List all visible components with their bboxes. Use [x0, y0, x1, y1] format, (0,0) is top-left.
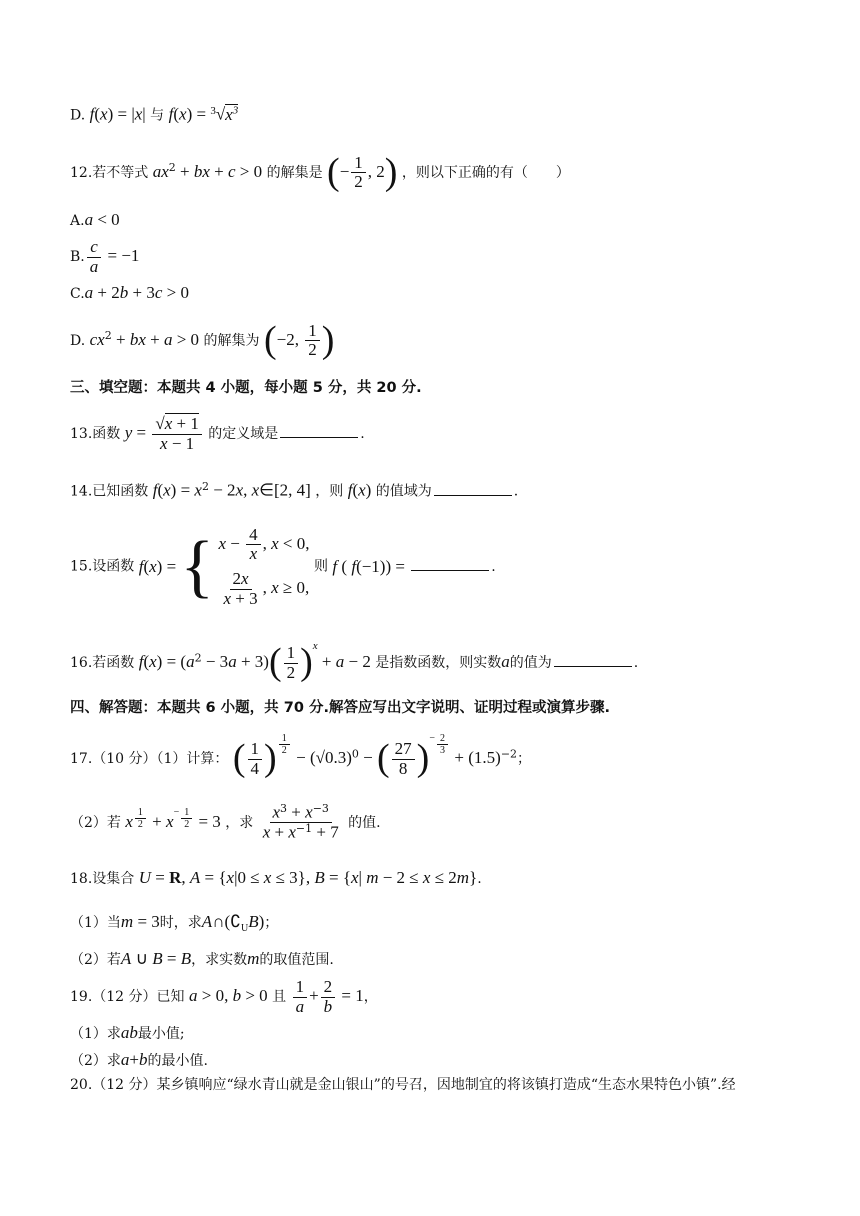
question-17-part-2: （2）若 x $\frac{1}{2}$ + x− $\frac{1}{2}$ = 3 ，求 $\frac{x^3 + x^{-3}}{x + x^{-1} + 7}$ 的值. — [70, 802, 381, 842]
label: （2）若 — [70, 952, 121, 968]
label: 16.若函数 — [70, 655, 135, 671]
label: D. — [70, 332, 86, 349]
option-b: B. $\frac{c}{a}$ = −1 — [70, 237, 140, 276]
label: B. — [70, 249, 85, 266]
label: 最小值; — [137, 1026, 185, 1042]
label: . — [513, 483, 519, 500]
option-d: D. $cx^2$ + bx + a > 0 的解集为 (−2, $\frac{1}{2}$ ) — [70, 319, 335, 361]
label: A. — [70, 213, 85, 229]
question-17-part-1: 17.（10 分）（1）计算： ( $\frac{1}{4}$ ) $\frac{1}{2}$ − $(√0.3)^0$ − ( $\frac{27}{8}$ )− $\frac{2}{3}$ + $(1.5)^{-2}$； — [70, 733, 532, 780]
question-13: 13.函数 y = $\frac{√x + 1}{x - 1}$ 的定义域是 . — [70, 414, 365, 453]
label: . — [360, 426, 365, 443]
question-16: 16.若函数 $f(x) = (a^2 - 3a + 3)$( $\frac{1}{2}$ )$^x$ + a − 2 是指数函数，则实数a的值为 . — [70, 640, 639, 684]
label: 14.已知函数 — [70, 483, 149, 500]
question-18-part-1: （1）当m = 3时，求$A\cap(∁_UB)$； — [70, 912, 279, 934]
label: （1）当 — [70, 915, 121, 931]
question-18-part-2: （2）若A ∪ B = B，求实数m的取值范围. — [70, 949, 334, 968]
question-19: 19.（12 分）已知 a > 0, b > 0 且 $\frac{1}{a}$ + $\frac{2}{b}$ = 1， — [70, 977, 378, 1016]
label: 是指数函数，则实数 — [375, 655, 502, 671]
question-19-part-2: （2）求a+b的最小值. — [70, 1050, 208, 1069]
label: D. — [70, 107, 86, 124]
label: ； — [264, 915, 279, 931]
label: 的取值范围. — [259, 952, 334, 968]
question-12: 12.若不等式 $ax^2$ + bx + c > 0 的解集是 (− $\frac{1}{2}$ , 2) ，则以下正确的有（ ） — [70, 151, 570, 193]
label: 12.若不等式 — [70, 164, 149, 181]
section-4-heading: 四、解答题：本题共 6 小题，共 70 分.解答应写出文字说明、证明过程或演算步骤. — [70, 700, 610, 716]
label: 则 — [313, 558, 328, 575]
label: （2）若 — [70, 814, 121, 831]
label: 13.函数 — [70, 426, 121, 443]
label: ，求 — [225, 814, 254, 831]
label: . — [633, 655, 639, 671]
question-20: 20.（12 分）某乡镇响应“绿水青山就是金山银山”的号召，因地制宜的将该镇打造成“生态水果特色小镇”.经 — [70, 1077, 736, 1093]
label: ，求实数 — [191, 952, 248, 968]
label: 且 — [272, 989, 287, 1006]
section-3-heading: 三、填空题：本题共 4 小题，每小题 5 分，共 20 分. — [70, 380, 422, 396]
label: 的值为 — [509, 655, 552, 671]
answer-blank[interactable] — [434, 483, 512, 496]
label: （2）求 — [70, 1053, 121, 1069]
label: ； — [517, 751, 532, 767]
label: 17.（10 分）（1）计算： — [70, 751, 229, 767]
option-c: C.a + 2b + 3c > 0 — [70, 283, 189, 302]
label: 19.（12 分）已知 — [70, 989, 185, 1006]
question-18: 18.设集合 U = R, A = {x|0 ≤ x ≤ 3}, B = {x| m − 2 ≤ x ≤ 2m}. — [70, 868, 482, 887]
label: 的解集为 — [203, 332, 260, 349]
question-19-part-1: （1）求ab最小值; — [70, 1023, 185, 1042]
option-a: A.a < 0 — [70, 210, 120, 229]
label: 与 — [150, 107, 165, 124]
label: 18.设集合 — [70, 871, 135, 887]
label: ， — [363, 989, 378, 1006]
label: . — [477, 871, 482, 887]
label: 时，求 — [159, 915, 202, 931]
question-14: 14.已知函数 $f(x) = x^2 - 2x$, x∈[2, 4] ，则 f(x) 的值域为 . — [70, 480, 519, 500]
label: C. — [70, 286, 85, 302]
answer-blank[interactable] — [554, 654, 632, 667]
label: 的值. — [348, 814, 381, 831]
label: 15.设函数 — [70, 558, 135, 575]
option-d-line: D. f(x) = |x| 与 $f(x) = ^3√x^3$ — [70, 104, 239, 124]
label: . — [491, 559, 496, 575]
answer-blank[interactable] — [280, 425, 358, 438]
label: ，则 — [315, 483, 344, 500]
label: 的定义域是 — [208, 426, 279, 443]
label: （1）求 — [70, 1026, 121, 1042]
label: 的解集是 — [266, 164, 323, 181]
label: 的最小值. — [147, 1053, 208, 1069]
question-15: 15.设函数 f(x) = { x − $\frac{4}{x}$ , x < 0, $\frac{2x}{x + 3}$ , x ≥ 0, 则 f ( f(−1)) = . — [70, 524, 496, 608]
label: 的值域为 — [375, 483, 432, 500]
answer-blank[interactable] — [411, 558, 489, 571]
label: ，则以下正确的有（ ） — [401, 164, 570, 181]
